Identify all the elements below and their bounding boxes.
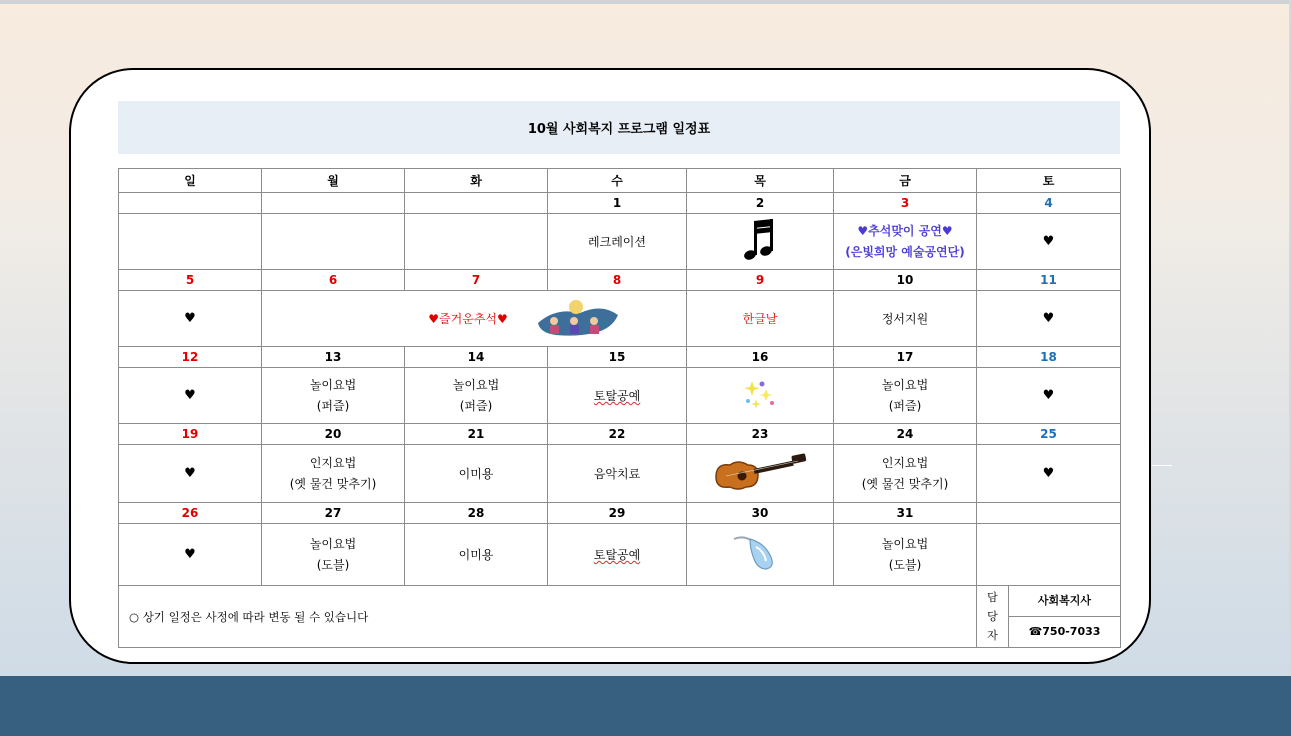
- event-cell: [262, 445, 405, 503]
- event-label: 토탈공예: [593, 548, 641, 562]
- date-cell: 13: [262, 347, 405, 368]
- responsible-label-char: 자: [987, 629, 998, 642]
- schedule-note: ○ 상기 일정은 사정에 따라 변동 될 수 있습니다: [119, 586, 977, 648]
- date-row: [119, 347, 1121, 368]
- page-title: 10월 사회복지 프로그램 일정표: [118, 101, 1120, 154]
- date-cell: 6: [262, 270, 405, 291]
- event-label: 이미용: [458, 548, 494, 562]
- event-sublabel: (도블): [316, 557, 350, 572]
- weekday-header-row: [119, 169, 1121, 193]
- event-label: 한글날: [742, 312, 778, 326]
- date-cell: 7: [405, 270, 548, 291]
- date-row: [119, 193, 1121, 214]
- weekday-thu: 목: [687, 169, 834, 193]
- window-top-border: [0, 0, 1291, 4]
- heart-icon: ♥: [977, 368, 1121, 424]
- event-sublabel: (퍼즐): [316, 398, 350, 413]
- heart-icon: ♥: [119, 524, 262, 586]
- responsible-label: [977, 586, 1009, 648]
- event-cell: [548, 368, 687, 424]
- date-cell: 4: [977, 193, 1121, 214]
- date-cell: 2: [687, 193, 834, 214]
- event-cell: [687, 368, 834, 424]
- date-cell: 5: [119, 270, 262, 291]
- date-cell: 11: [977, 270, 1121, 291]
- hair-spray-icon: [730, 533, 790, 573]
- event-label: 놀이요법: [881, 377, 929, 392]
- weekday-sun: 일: [119, 169, 262, 193]
- event-row: [119, 445, 1121, 503]
- event-cell: [687, 445, 834, 503]
- event-cell: [687, 214, 834, 270]
- date-row: [119, 503, 1121, 524]
- event-cell: [262, 214, 405, 270]
- music-note-icon: [742, 217, 778, 263]
- event-row: [119, 214, 1121, 270]
- weekday-fri: 금: [834, 169, 977, 193]
- event-label: 정서지원: [881, 312, 929, 326]
- event-sublabel: (도블): [888, 557, 922, 572]
- event-cell: [834, 291, 977, 347]
- date-cell: 19: [119, 424, 262, 445]
- event-cell: [119, 214, 262, 270]
- date-cell: 14: [405, 347, 548, 368]
- date-cell: 15: [548, 347, 687, 368]
- date-cell: 9: [687, 270, 834, 291]
- date-cell: 27: [262, 503, 405, 524]
- event-label: 인지요법: [309, 455, 357, 470]
- event-sublabel: (옛 물건 맞추기): [289, 476, 377, 491]
- date-cell: [405, 193, 548, 214]
- date-cell: 10: [834, 270, 977, 291]
- responsible-label-char: 담: [987, 591, 998, 604]
- date-cell: 29: [548, 503, 687, 524]
- event-row: [119, 291, 1121, 347]
- event-label: 놀이요법: [452, 377, 500, 392]
- heart-icon: ♥: [977, 445, 1121, 503]
- responsible-info: [1009, 586, 1121, 648]
- date-cell: 28: [405, 503, 548, 524]
- event-cell: [405, 214, 548, 270]
- event-label: ♥추석맞이 공연♥: [857, 223, 953, 238]
- divider-line: [1152, 465, 1172, 466]
- date-cell: 30: [687, 503, 834, 524]
- event-label: 이미용: [458, 467, 494, 481]
- event-cell: [262, 368, 405, 424]
- event-label: 음악치료: [593, 467, 641, 481]
- event-cell: [548, 524, 687, 586]
- responsible-role: 사회복지사: [1009, 586, 1120, 617]
- date-cell: 20: [262, 424, 405, 445]
- date-row: [119, 270, 1121, 291]
- bottom-bar: [0, 676, 1291, 736]
- guitar-icon: [712, 451, 808, 493]
- event-cell: [687, 524, 834, 586]
- event-cell: [834, 445, 977, 503]
- heart-icon: ♥: [977, 291, 1121, 347]
- heart-icon: ♥: [119, 291, 262, 347]
- heart-icon: ♥: [119, 445, 262, 503]
- date-row: [119, 424, 1121, 445]
- event-sublabel: (은빛희망 예술공연단): [845, 244, 965, 259]
- date-cell: 31: [834, 503, 977, 524]
- event-cell: [834, 214, 977, 270]
- event-row: [119, 524, 1121, 586]
- event-label: 인지요법: [881, 455, 929, 470]
- event-sublabel: (퍼즐): [888, 398, 922, 413]
- date-cell: 1: [548, 193, 687, 214]
- event-label: 놀이요법: [309, 377, 357, 392]
- date-cell: 16: [687, 347, 834, 368]
- date-cell: 21: [405, 424, 548, 445]
- event-cell: [548, 214, 687, 270]
- event-cell: [834, 524, 977, 586]
- calendar-table: [118, 168, 1121, 648]
- event-sublabel: (옛 물건 맞추기): [861, 476, 949, 491]
- event-cell: [687, 291, 834, 347]
- date-cell: 23: [687, 424, 834, 445]
- date-cell: 18: [977, 347, 1121, 368]
- date-cell: 8: [548, 270, 687, 291]
- event-row: [119, 368, 1121, 424]
- event-label: 놀이요법: [309, 536, 357, 551]
- weekday-mon: 월: [262, 169, 405, 193]
- puzzle-sparkle-icon: [742, 379, 778, 409]
- date-cell: 24: [834, 424, 977, 445]
- date-cell: 25: [977, 424, 1121, 445]
- heart-icon: ♥: [977, 214, 1121, 270]
- event-sublabel: (퍼즐): [459, 398, 493, 413]
- responsible-label-char: 당: [987, 610, 998, 623]
- event-cell: [405, 368, 548, 424]
- event-label: 토탈공예: [593, 389, 641, 403]
- event-cell: [262, 524, 405, 586]
- heart-icon: ♥: [119, 368, 262, 424]
- contact-phone: ☎750-7033: [1028, 625, 1101, 638]
- event-label: 레크레이션: [588, 235, 646, 249]
- event-cell: [977, 524, 1121, 586]
- event-cell: [548, 445, 687, 503]
- date-cell: 17: [834, 347, 977, 368]
- date-cell: 3: [834, 193, 977, 214]
- event-cell: [405, 524, 548, 586]
- event-cell-merged: [262, 291, 687, 347]
- weekday-wed: 수: [548, 169, 687, 193]
- date-cell: 22: [548, 424, 687, 445]
- date-cell: [119, 193, 262, 214]
- date-cell: [262, 193, 405, 214]
- event-cell: [834, 368, 977, 424]
- weekday-tue: 화: [405, 169, 548, 193]
- date-cell: 26: [119, 503, 262, 524]
- event-cell: [405, 445, 548, 503]
- chuseok-people-icon: [536, 299, 620, 339]
- date-cell: 12: [119, 347, 262, 368]
- footer-row: [119, 586, 1121, 648]
- weekday-sat: 토: [977, 169, 1121, 193]
- event-label: 놀이요법: [881, 536, 929, 551]
- date-cell: [977, 503, 1121, 524]
- event-label: ♥즐거운추석♥: [428, 312, 508, 326]
